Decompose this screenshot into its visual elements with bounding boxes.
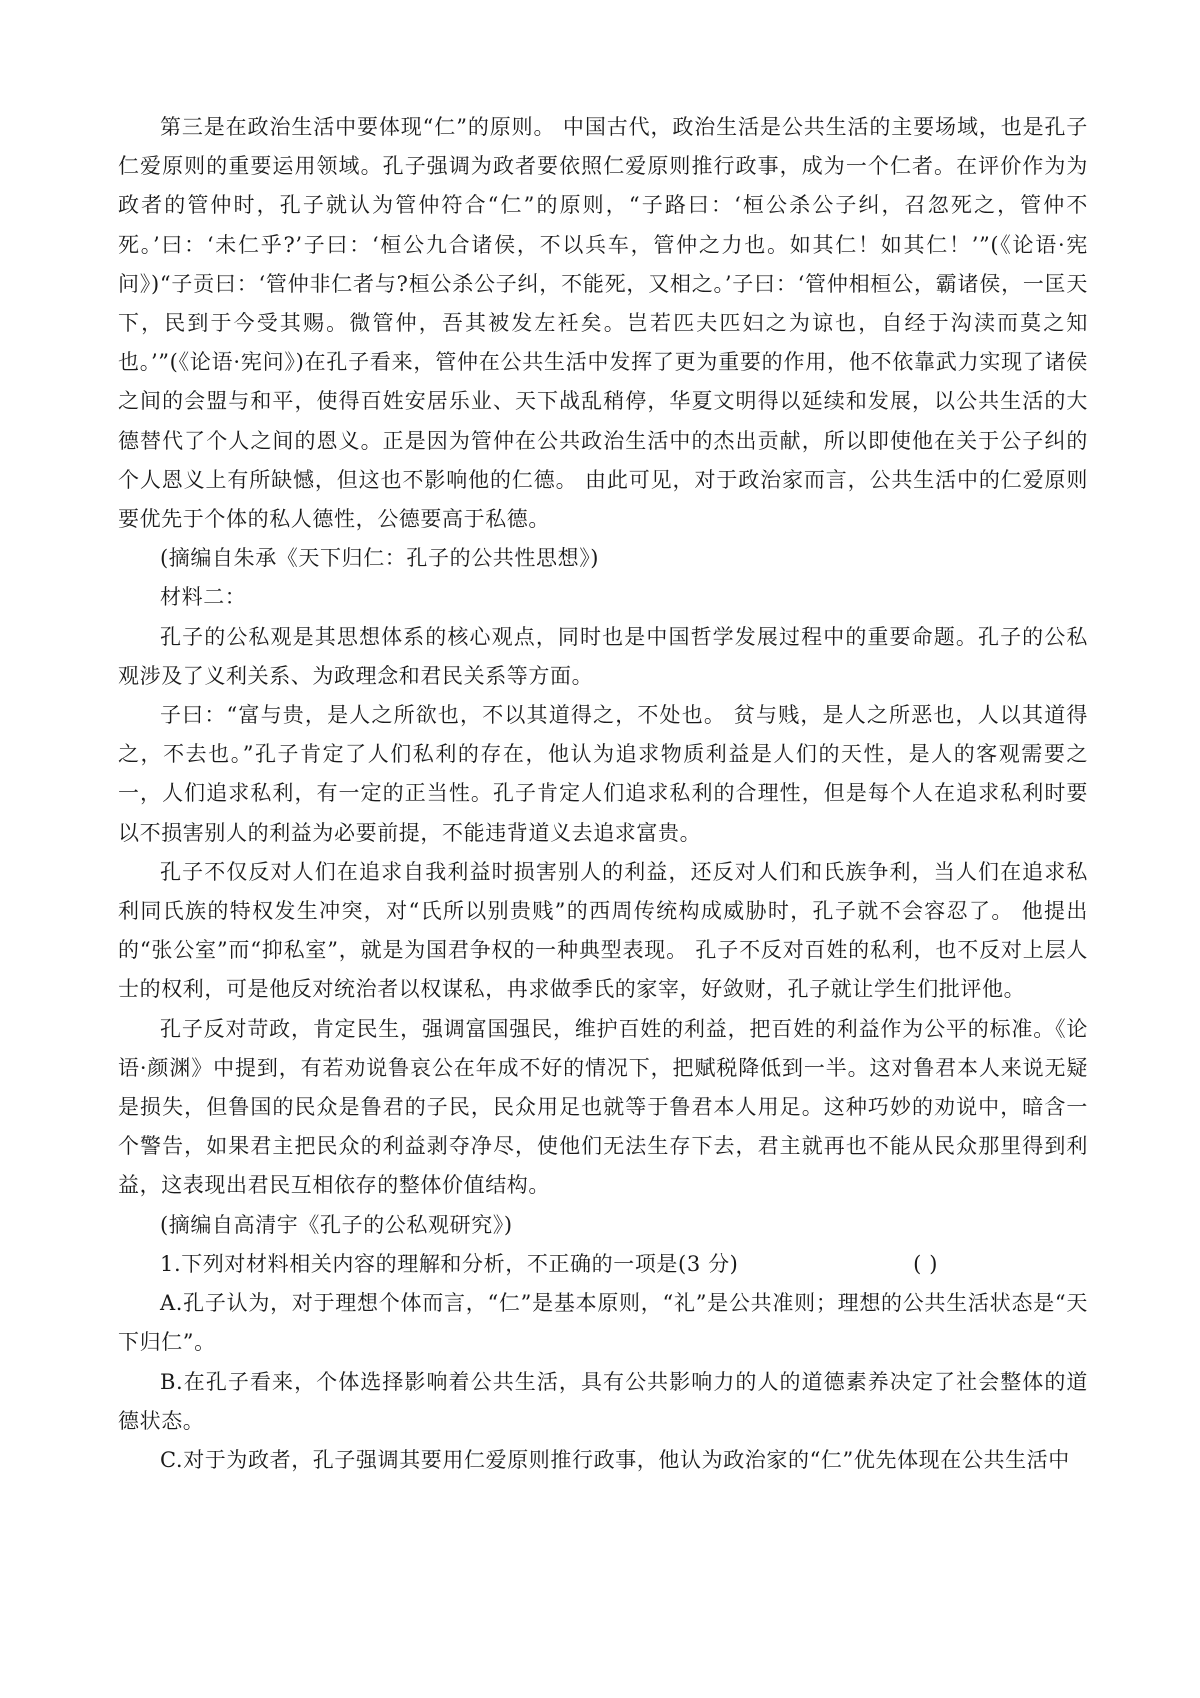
- paragraph-people-livelihood: 孔子反对苛政，肯定民生，强调富国强民，维护百姓的利益，把百姓的利益作为公平的标准。《论语·颜渊》中提到，有若劝说鲁哀公在年成不好的情况下，把赋税降低到一半。这对鲁君本人来说无疑是损失，但鲁国的民众是鲁君的子民，民众用足也就等于鲁君本人用足。这种巧妙的劝说中，暗含一个警告，如果君主把民众的利益剥夺净尽，使他们无法生存下去，君主就再也不能从民众那里得到利益，这表现出君民互相依存的整体价值结构。: [118, 1016, 1088, 1198]
- option-b: B.在孔子看来，个体选择影响着公共生活，具有公共影响力的人的道德素养决定了社会整体的道德状态。: [118, 1369, 1088, 1433]
- source-citation-2: (摘编自高清宇《孔子的公私观研究》): [160, 1212, 513, 1237]
- paragraph-third-principle: 第三是在政治生活中要体现“仁”的原则。 中国古代，政治生活是公共生活的主要场域，也是孔子仁爱原则的重要运用领域。孔子强调为政者要依照仁爱原则推行政事，成为一个仁者。在评价作为为政者的管仲时，孔子就认为管仲符合“仁”的原则，“子路曰：‘桓公杀公子纠，召忽死之，管仲不死。’曰：‘未仁乎?’子曰：‘桓公九合诸侯，不以兵车，管仲之力也。如其仁！如其仁！’”(《论语·宪问》)“子贡曰：‘管仲非仁者与?桓公杀公子纠，不能死，又相之。’子曰：‘管仲相桓公，霸诸侯，一匡天下，民到于今受其赐。微管仲，吾其被发左衽矣。岂若匹夫匹妇之为谅也，自经于沟渎而莫之知也。’”(《论语·宪问》)在孔子看来，管仲在公共生活中发挥了更为重要的作用，他不依靠武力实现了诸侯之间的会盟与和平，使得百姓安居乐业、天下战乱稍停，华夏文明得以延续和发展，以公共生活的大德替代了个人之间的恩义。正是因为管仲在公共政治生活中的杰出贡献，所以即使他在关于公子纠的个人恩义上有所缺憾，但这也不影响他的仁德。 由此可见，对于政治家而言，公共生活中的仁爱原则要优先于个体的私人德性，公德要高于私德。: [118, 115, 1088, 532]
- question-stem: 1.下列对材料相关内容的理解和分析，不正确的一项是(3 分): [160, 1251, 739, 1276]
- option-a: A.孔子认为，对于理想个体而言，“仁”是基本原则，“礼”是公共准则；理想的公共生活状态是“天下归仁”。: [118, 1291, 1088, 1355]
- paragraph-wealth-and-honor: 子曰：“富与贵，是人之所欲也，不以其道得之，不处也。 贫与贱，是人之所恶也，人以其道得之，不去也。”孔子肯定了人们私利的存在，他认为追求物质利益是人们的天性，是人的客观需要之一，人们追求私利，有一定的正当性。孔子肯定人们追求私利的合理性，但是每个人在追求私利时要以不损害别人的利益为必要前提，不能违背道义去追求富贵。: [118, 703, 1088, 845]
- option-c: C.对于为政者，孔子强调其要用仁爱原则推行政事，他认为政治家的“仁”优先体现在公共生活中: [160, 1447, 1070, 1472]
- answer-bracket: ( ): [913, 1251, 938, 1276]
- document-page: [118, 108, 1088, 1480]
- paragraph-clan-interests: 孔子不仅反对人们在追求自我利益时损害别人的利益，还反对人们和氏族争利，当人们在追求私利同氏族的特权发生冲突，对“氏所以别贵贱”的西周传统构成威胁时，孔子就不会容忍了。 他提出的“张公室”而“抑私室”，就是为国君争权的一种典型表现。 孔子不反对百姓的私利，也不反对上层人士的权利，可是他反对统治者以权谋私，冉求做季氏的家宰，好敛财，孔子就让学生们批评他。: [118, 859, 1088, 1002]
- question-1: [118, 1245, 1088, 1284]
- material-two-heading: 材料二：: [160, 585, 247, 610]
- paragraph-public-private-view: 孔子的公私观是其思想体系的核心观点，同时也是中国哲学发展过程中的重要命题。孔子的公私观涉及了义利关系、为政理念和君民关系等方面。: [118, 624, 1088, 688]
- source-citation-1: (摘编自朱承《天下归仁：孔子的公共性思想》): [160, 546, 600, 571]
